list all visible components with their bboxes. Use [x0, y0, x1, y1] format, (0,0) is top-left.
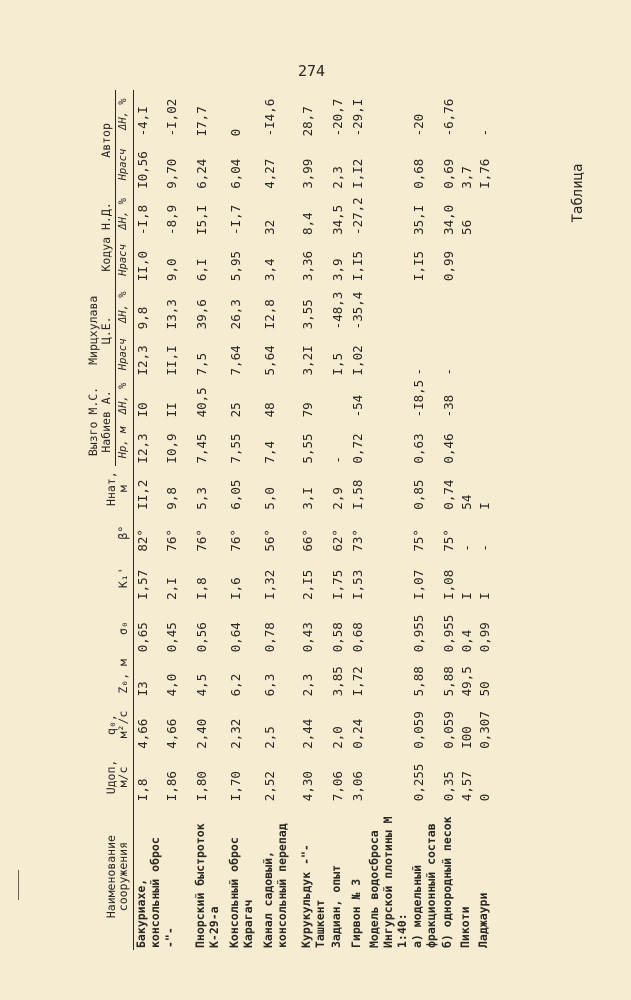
table-cell: [367, 419, 410, 465]
table-cell: 7,55: [228, 433, 244, 464]
table-cell: 75°: [411, 529, 427, 552]
table-cell: 0,56: [194, 622, 210, 653]
table-cell: -: [411, 367, 427, 376]
table-cell: 9,8: [134, 306, 150, 330]
table-cell: I,I5: [350, 250, 366, 282]
table-cell: 0,255: [411, 763, 427, 802]
table-cell: I2,3: [134, 433, 150, 464]
table-cell: 0: [228, 128, 244, 137]
table-cell: 6,24: [194, 158, 210, 189]
table-cell: [367, 554, 410, 602]
table-cell: [367, 751, 410, 803]
table-cell: 9,0: [164, 258, 180, 282]
row-name: б) однородный песок: [440, 816, 455, 948]
table-cell: I,80: [194, 771, 210, 802]
table-cell: -I4,6: [262, 98, 278, 137]
table-cell: 76°: [228, 529, 244, 552]
table-cell: 2,5: [262, 726, 278, 749]
header-group-vyzgo: Вызго М.С. Набиев А.: [85, 377, 116, 465]
table-cell: [458, 90, 476, 138]
table-cell: I3: [134, 681, 150, 697]
table-cell: II,0: [134, 250, 150, 282]
table-cell: 2,32: [228, 718, 244, 749]
table-cell: 0,72: [350, 433, 366, 464]
table-cell: 0,059: [441, 711, 457, 749]
table-cell: 73°: [350, 529, 366, 552]
table-cell: 2,52: [262, 771, 278, 802]
table-cell: 4,27: [262, 158, 278, 189]
table-cell: 2,9: [330, 487, 346, 510]
table-cell: -: [459, 544, 475, 552]
table-cell: [367, 602, 410, 654]
table-row: [440, 90, 458, 950]
table-cell: 6,2: [228, 673, 244, 697]
table-row: [227, 90, 261, 950]
table-cell: 3,9: [330, 258, 346, 282]
table-cell: 3,55: [300, 299, 316, 330]
row-name: Курукульдук -"- Ташкент: [299, 844, 328, 948]
table-cell: II,2: [134, 479, 150, 510]
table-cell: 0,46: [441, 433, 457, 464]
header-beta: β°: [85, 512, 133, 554]
table-cell: 0,85: [411, 479, 427, 510]
table-cell: 54: [459, 494, 475, 510]
table-cell: [367, 698, 410, 750]
table-cell: -I8,5: [411, 379, 427, 418]
table-cell: I,57: [134, 569, 150, 600]
table-cell: 0,65: [134, 622, 150, 653]
table-cell: 5,3: [194, 487, 210, 510]
table-cell: 3,85: [330, 666, 346, 697]
table-cell: -48,3: [330, 291, 346, 330]
table-cell: 3,4: [262, 258, 278, 282]
table-row: [476, 90, 494, 950]
table-cell: I,72: [350, 666, 366, 697]
table-cell: 9,8: [164, 487, 180, 510]
table-cell: I,08: [441, 569, 457, 600]
table-row: [458, 90, 476, 950]
table-cell: -I,8: [134, 204, 150, 235]
table-cell: -27,2: [350, 197, 366, 235]
header-sub: ΔH, %: [116, 90, 134, 138]
table-cell: 76°: [164, 529, 180, 552]
row-name: а) модельный фракционный состав: [410, 823, 439, 948]
table-cell: 7,64: [228, 345, 244, 376]
table-cell: 0,63: [411, 433, 427, 464]
table-body: [133, 90, 494, 950]
table-cell: 7,45: [194, 433, 210, 464]
table-cell: 2,44: [300, 718, 316, 749]
header-sigma: σ₀: [85, 602, 133, 654]
table-row: [410, 90, 440, 950]
table-cell: I2,8: [262, 299, 278, 330]
row-name: Консольный оброс Карагач: [227, 837, 256, 948]
table-cell: [367, 466, 410, 512]
table-cell: [476, 419, 494, 465]
table-cell: -I,02: [164, 98, 180, 137]
table-cell: 34,5: [330, 204, 346, 235]
table-cell: 49,5: [459, 666, 475, 697]
row-name: -"-: [163, 927, 178, 948]
table-cell: 82°: [134, 529, 150, 552]
table-cell: 4,66: [164, 718, 180, 749]
table-cell: I: [477, 502, 493, 510]
table-cell: I,5: [330, 352, 346, 376]
table-cell: -38: [441, 394, 457, 418]
table-row: [349, 90, 367, 950]
table-cell: I: [459, 592, 475, 600]
table-cell: [476, 283, 494, 331]
table-cell: 0,43: [300, 622, 316, 653]
table-cell: [367, 283, 410, 331]
header-hnat: Hнат, м: [85, 466, 133, 512]
table-cell: 9,70: [164, 158, 180, 189]
data-table: [85, 90, 494, 950]
table-cell: I0,9: [164, 433, 180, 464]
table-cell: I2,3: [134, 345, 150, 376]
table-cell: I,70: [228, 771, 244, 802]
header-sub: Hрасч: [116, 138, 134, 190]
table-cell: -4,I: [134, 106, 150, 137]
table-cell: 4,30: [300, 771, 316, 802]
table-cell: 3,36: [300, 250, 316, 282]
table-cell: 3,06: [350, 771, 366, 802]
table-cell: I,02: [350, 345, 366, 376]
table-cell: 3,2I: [300, 345, 316, 376]
table-cell: [329, 377, 349, 419]
table-row: [367, 90, 410, 950]
table-cell: 0,307: [477, 711, 493, 749]
row-name: Ладжаури: [476, 892, 491, 948]
table-cell: 35,I: [411, 204, 427, 235]
rotated-table-container: [85, 90, 565, 950]
table-cell: [367, 237, 410, 283]
table-cell: 2,3: [300, 673, 316, 697]
table-cell: 0,99: [477, 622, 493, 653]
table-cell: [458, 377, 476, 419]
table-cell: 75°: [441, 529, 457, 552]
table-cell: 56°: [262, 529, 278, 552]
table-cell: [476, 331, 494, 377]
table-cell: I3,3: [164, 299, 180, 330]
table-cell: 4,5: [194, 673, 210, 697]
table-cell: 3,7: [459, 166, 475, 189]
header-name: Наименование сооружения: [85, 803, 133, 950]
table-cell: 40,5: [194, 387, 210, 418]
table-cell: I,53: [350, 569, 366, 600]
table-cell: 50: [477, 681, 493, 697]
table-cell: 2,0: [330, 726, 346, 749]
table-cell: I,58: [350, 479, 366, 510]
table-cell: -: [330, 456, 346, 464]
page-number: 274: [298, 62, 326, 80]
table-cell: 39,6: [194, 299, 210, 330]
table-cell: [476, 191, 494, 237]
table-cell: 8,4: [300, 212, 316, 235]
header-sub: Hр, м: [116, 419, 134, 465]
table-cell: 0,45: [164, 622, 180, 653]
table-cell: [476, 377, 494, 419]
header-sub: ΔH, %: [116, 191, 134, 237]
table-cell: II: [164, 402, 180, 418]
table-cell: [476, 237, 494, 283]
header-sub: Hрасч: [116, 237, 134, 283]
table-cell: [367, 512, 410, 554]
table-cell: -: [441, 367, 457, 376]
header-z: Z₀, м: [85, 654, 133, 698]
table-cell: 25: [228, 402, 244, 418]
table-row: [193, 90, 227, 950]
table-cell: 0,68: [411, 158, 427, 189]
table-cell: 48: [262, 402, 278, 418]
table-cell: 0,955: [411, 614, 427, 653]
table-cell: [458, 419, 476, 465]
table-cell: 0,99: [441, 250, 457, 282]
table-cell: 6,I: [194, 258, 210, 282]
header-group-mirtskhulava: Мирцхулава Ц.Е.: [85, 283, 116, 377]
table-cell: I00: [459, 726, 475, 749]
header-sub: ΔH, %: [116, 377, 134, 419]
table-cell: [367, 331, 410, 377]
table-cell: I,76: [477, 158, 493, 189]
table-row: [163, 90, 193, 950]
table-cell: 2,I5: [300, 569, 316, 600]
table-cell: 6,04: [228, 158, 244, 189]
table-cell: 3,99: [300, 158, 316, 189]
header-u: Uдоп, м/с: [85, 751, 133, 803]
table-cell: [367, 654, 410, 698]
table-title: Таблица: [570, 163, 586, 223]
table-cell: 28,7: [300, 106, 316, 137]
table-cell: 32: [262, 219, 278, 235]
table-cell: 66°: [300, 529, 316, 552]
table-row: [261, 90, 299, 950]
table-cell: 76°: [194, 529, 210, 552]
row-name: Задиан, опыт: [329, 864, 344, 948]
header-group-author: Автор: [85, 90, 116, 191]
table-row: [133, 90, 163, 950]
table-cell: [458, 283, 476, 331]
table-cell: 62°: [330, 529, 346, 552]
table-cell: II,I: [164, 345, 180, 376]
table-cell: I5,I: [194, 204, 210, 235]
table-cell: -29,I: [350, 98, 366, 137]
table-cell: 0,64: [228, 622, 244, 653]
table-cell: I,8: [194, 577, 210, 600]
table-cell: 0,69: [441, 158, 457, 189]
table-cell: 5,88: [441, 666, 457, 697]
table-cell: 34,0: [441, 204, 457, 235]
table-cell: [410, 283, 440, 331]
table-cell: I,75: [330, 569, 346, 600]
table-cell: -20: [411, 113, 427, 137]
table-cell: [367, 377, 410, 419]
table-cell: 0,74: [441, 479, 457, 510]
table-cell: I: [477, 592, 493, 600]
table-row: [329, 90, 349, 950]
table-cell: [367, 191, 410, 237]
table-cell: I,8: [134, 778, 150, 802]
table-cell: 0: [477, 793, 493, 802]
table-cell: 7,5: [194, 352, 210, 376]
row-name: Гирвон № 3: [349, 878, 364, 948]
table-cell: 0,58: [330, 622, 346, 653]
table-cell: 3,I: [300, 487, 316, 510]
table-cell: 7,06: [330, 771, 346, 802]
table-cell: 2,40: [194, 718, 210, 749]
table-cell: I,I2: [350, 158, 366, 189]
table-cell: I,I5: [411, 250, 427, 282]
table-cell: [458, 237, 476, 283]
table-cell: 0,68: [350, 622, 366, 653]
table-cell: 79: [300, 402, 316, 418]
table-cell: [458, 331, 476, 377]
table-cell: 0,059: [411, 711, 427, 749]
row-name: Бакуриахе, консольный оброс: [133, 837, 162, 948]
table-cell: 26,3: [228, 299, 244, 330]
table-cell: 4,57: [459, 771, 475, 802]
header-sub: ΔH, %: [116, 283, 134, 331]
table-cell: 5,64: [262, 345, 278, 376]
table-cell: I,6: [228, 577, 244, 600]
table-cell: I0,56: [134, 151, 150, 189]
table-cell: -6,76: [441, 98, 457, 137]
table-cell: 5,0: [262, 487, 278, 510]
table-cell: 0,35: [441, 771, 457, 802]
header-sub: Hрасч: [116, 331, 134, 377]
table-cell: 4,0: [164, 673, 180, 697]
table-cell: 0,24: [350, 718, 366, 749]
table-cell: -: [477, 128, 493, 137]
row-name: Модель водосброса Ингурской плотины М 1:40:: [367, 816, 409, 948]
table-cell: [367, 90, 410, 138]
table-cell: 4,66: [134, 718, 150, 749]
table-cell: 5,95: [228, 250, 244, 282]
table-cell: -: [477, 544, 493, 552]
table-cell: I7,7: [194, 106, 210, 137]
table-cell: I,07: [411, 569, 427, 600]
table-cell: -8,9: [164, 204, 180, 235]
table-cell: 7,4: [262, 440, 278, 464]
header-q: q₀, м²/с: [85, 698, 133, 750]
table-cell: 2,I: [164, 577, 180, 600]
table-cell: I,86: [164, 771, 180, 802]
table-cell: -I,7: [228, 204, 244, 235]
header-k: K₁': [85, 554, 133, 602]
table-row: [299, 90, 329, 950]
table-cell: 5,88: [411, 666, 427, 697]
table-cell: 56: [459, 219, 475, 235]
table-cell: -54: [350, 394, 366, 418]
table-cell: -20,7: [330, 98, 346, 137]
row-name: Канал садовый, консольный перепад: [261, 823, 290, 948]
header-group-kodua: Кодуа Н.Д.: [85, 191, 116, 283]
table-cell: 0,78: [262, 622, 278, 653]
row-name: Пикоти: [458, 906, 473, 948]
row-name: Пнорский быстроток К-29-а: [193, 823, 222, 948]
table-cell: 0,4: [459, 629, 475, 653]
table-cell: 2,3: [330, 166, 346, 189]
table-cell: 5,55: [300, 433, 316, 464]
margin-mark: [18, 870, 19, 900]
table-cell: I,32: [262, 569, 278, 600]
table-cell: 6,05: [228, 479, 244, 510]
table-cell: 6,3: [262, 673, 278, 697]
table-cell: [440, 283, 458, 331]
table-cell: [367, 138, 410, 190]
table-cell: -35,4: [350, 291, 366, 330]
table-cell: I0: [134, 402, 150, 418]
table-cell: 0,955: [441, 614, 457, 653]
